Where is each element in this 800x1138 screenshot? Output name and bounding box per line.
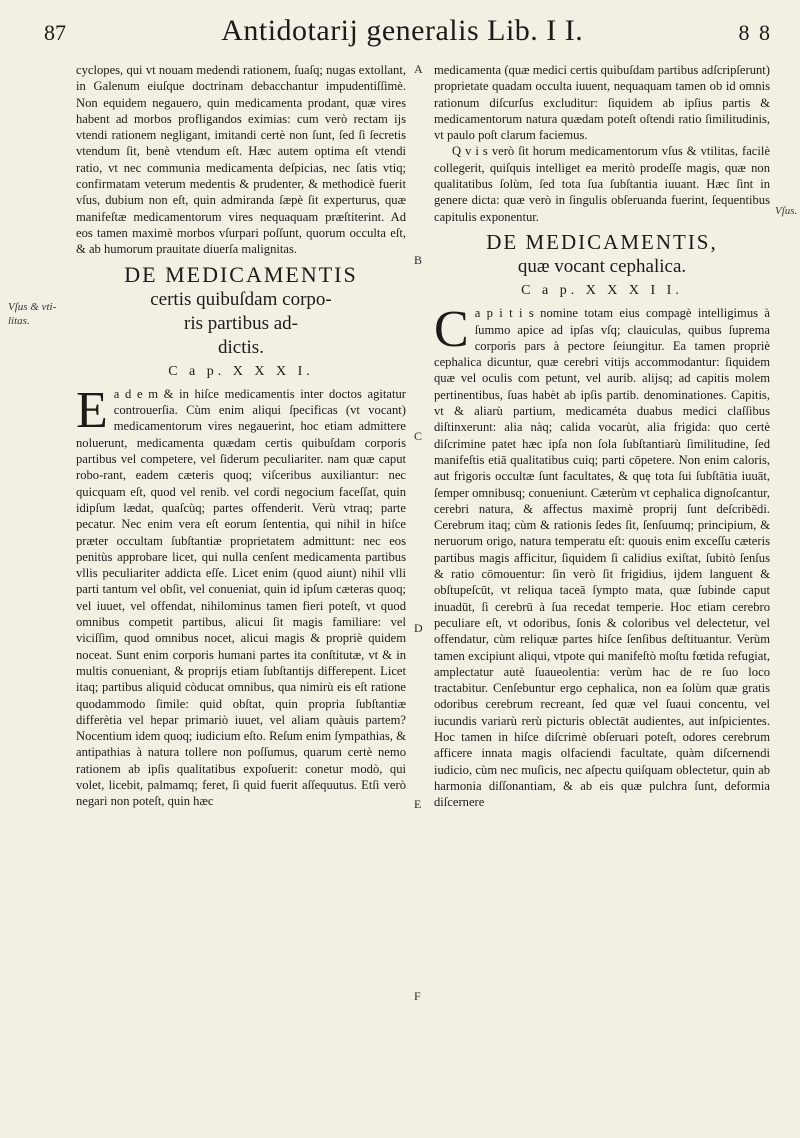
chapter-subheading-31a: certis quibuſdam corpo- xyxy=(150,288,332,310)
page-number-left: 87 xyxy=(44,20,66,45)
left-paragraph-2-text: a d e m & in hiſce medicamentis inter doctos agitatur controuerſia. Cùm enim aliqui ſpecificas (vt vocant) medicamentorum vires negauerint, hoc etiam admittere noluerunt, medicamenta quædam certis quibuſdam corporis partibus vel competere, vel ſiderum peculiariter. nam quæ caput robo-rant, eadem cæteris quoq; viſceribus auxiliantur: nec quicquam eſt, quod vel renib. vel cordi negocium faceſſat, quin idipſum lædat, quaſcùq; partes offenderit. Verù vtraq; parte pecatur. Nec enim vera eſt eorum ſententia, qui nihil in hiſce præter occultam ſubſtantiæ proprietatem admittunt: nec eos penitùs approbare licet, qui nulla cenſent medicamenta partibus vllis peculiariter addicta eſſe. Licet enim (quod aiunt) nihil vlli parti tantum vel obſit, vel conueniat, quin id ipſum cæteras quoq; vel iuuet, vel offendat, nihilominus tamen fieri poteſt, vt quod omnibus competit partibus, alicui ſit magis familiare: vel viciſſim, quod omnibus nocet, alicui magis & propriè quidem noceat. Sunt enim corporis humani partes ita conſtitutæ, vt & in multis conueniant, & proprijs etiam ſubſtantijs differepent. Licet itaq; partibus aliquid còducat omnibus, qua nimirù eis eſt ratione quodammodo ſimile: quid obſtat, quin propria ſubſtantiæ differètia vel hepar primariò iuuet, vel aliam quàuis partem? Nocentium idem quoq; iudicium eſto. Reſum enim ſympathias, & antipathias à natura tollere non poſſumus, quarum certè nemo rationem ab ipſis qualitatibus expoſuerit: conetur modò, qui volet, licebit, palmamq; feret, ſi quid fuerit aſſequutus. Etſi verò negari non poteſt, quin hæc xyxy=(76,386,406,809)
drop-cap-e: E xyxy=(76,381,108,439)
left-paragraph-2 xyxy=(76,381,406,810)
chapter-heading-31: DE MEDICAMENTIS xyxy=(124,261,358,287)
chapter-number-31: C a p. X X X I. xyxy=(168,363,314,379)
chapter-subheading-31b: ris partibus ad- xyxy=(184,312,298,334)
chapter-subheading-32: quæ vocant cephalica. xyxy=(517,255,687,277)
left-column xyxy=(76,62,406,810)
page-header xyxy=(44,14,772,54)
section-letter-b: B xyxy=(414,253,423,267)
right-column xyxy=(434,62,770,810)
section-letter-c: C xyxy=(414,429,423,443)
chapter-heading-32: DE MEDICAMENTIS, xyxy=(486,229,718,254)
page-number-right: 8 8 xyxy=(738,20,772,45)
margin-note-usus: Vſus & vti- litas. xyxy=(8,301,57,327)
section-letter-d: D xyxy=(414,621,423,635)
section-letter-a: A xyxy=(414,62,423,76)
chapter-subheading-31c: dictis. xyxy=(218,336,264,358)
section-letter-f: F xyxy=(414,989,421,1003)
running-title: Antidotarij generalis Lib. I I. xyxy=(221,14,584,47)
right-paragraph-3-text: a p i t i s nomine totam eius compagè intelligimus à ſummo apice ad ipſas vſq; clauiculas, quibus ſuprema corporis pars à pectore ſeiungitur. Ea tamen propriè cephalica dicuntur, quæ cerebri vitijs accommodantur: ſiquidem quæ vel oculis com petunt, vel aurib. alijsq; ad capitis molem pertinentibus, ſuas habèt ab ipſis partib. denominationes. Capitis, vt & aliarù partium, medicaméta duabus medici claſſibus diſtinxerunt: alia nàq; calida vocarùt, alia frigida: quo certè diſcrimine patet hæc ipſa non ſola ſubſtantiarù ſimilitudine, ſed manifeſtis etiā qualitatibus cuiq; parti cōpetere. Non enim caloris, aut frigoris occultæ ſunt facultates, & quę tota ſui ſubſtātia iuuāt, ſemper omnibusq; conueniunt. Cæterùm vt cephalica dignoſcantur, cerebri natura, & affectus maximè proprij ſunt deſcribēdi. Cerebrum itaq; cùm & rationis ſedes ſit, ſenſuumq; principium, & neruorum origo, natura temperatu eſt: quouis enim exceſſu cæteris partibus magis afficitur, ſiquidem ſi calidius exiſtat, ſubitò ſenſus & ratio cōmouentur: ſin verò ſit frigidius, ijdem languent & obſtupeſcūt, vt reliqua taceā ſympto mata, quæ ſubinde caput inuadūt, ſi cerebrū à ſua recedat temperie. Hoc etiam cerebro peculiare eſt, vt odoribus, ſonis & coloribus vel delectetur, vel offendatur, cùm reliquæ partes hiſce ſenſibus deſtituantur. Verùm tamen excipiunt aliqui, vtpote qui manifeſtò moſtu fœtida refugiat, amplectatur autè ſuaueolentia: verùm hac de re ſuo loco tractabitur. Cenſebuntur ergo cephalica, non ea ſolùm quæ gratis odoribus cerebrum recreant, ſed quæ vel ſuaui concentu, vel iucundis variarù rerù picturis oblectāt audientes, aut inſpicientes. Hoc tamen in hiſce diſcrimè obſeruari poteſt, odores cerebrum afficere innata magis olfaciendi facultate, quàm diſcernendi iudicio, cùm nec muſicis, nec aſpectu quiſquam oblectetur, quin ab harmonia diſſonantiam, & ab eis quæ pulchra ſunt, deformia diſcernere xyxy=(434,306,770,810)
right-paragraph-3 xyxy=(434,301,770,810)
margin-note-usus-right: Vſus. xyxy=(775,205,798,217)
left-paragraph-1: cyclopes, qui vt nouam medendi rationem, ſuaſq; nugas extollant, in Galenum eiuſque doctrinam debacchantur impudentiſſimè. Non equidem negauero, quin medicamenta prodant, quæ vires habent ad morbos profligandos eximias: cum verò rectam ijs vtendi rationem negligant, imitandi certè non ſunt, ſed ſi ſecretis vtendum ſit, benè vtendum eſt. Hæc autem optima eſt vtendi ratio, vt nec communia medicamenta deſpicias, nec ſatis vtiq; confirmatam veterum medentis & prudenter, & methodicè fuerit vſus, dubium non eſt, quin admiranda ſæpè ſit experturus, quæ manifeſtæ medicamentorum vires nequaquam præſtiterint. Ad eos tamen maximè morbos vſurpari poſſunt, quorum occulta eſt, & ab humorum prauitate diuerſa malignitas. xyxy=(76,63,406,257)
drop-cap-c: C xyxy=(434,301,469,359)
chapter-number-32: C a p. X X X I I. xyxy=(521,282,683,298)
right-paragraph-1: medicamenta (quæ medici certis quibuſdam partibus adſcripſerunt) proprietate quadam occulta iuuent, nequaquam tamen ob id omnis rationum diſcurſus excluditur: ſiquidem ab ipſius partis & medicamentorum natura quædam poteſt oſtendi ratio ſimilitudinis, vt paulo poſt clarum faciemus. xyxy=(434,63,770,143)
section-letter-e: E xyxy=(414,797,422,811)
right-paragraph-2: Q v i s verò ſit horum medicamentorum vſus & vtilitas, facilè collegerit, quiſquis intelliget ea meritò prodeſſe magis, quæ non qualitatibus ſolùm, ſed tota ſua ſubſtantia iuuant. Hæc ſint in genere dicta: quæ verò in ſingulis obſeruanda fuerint, ſequentibus capitulis exponentur. xyxy=(434,144,770,224)
